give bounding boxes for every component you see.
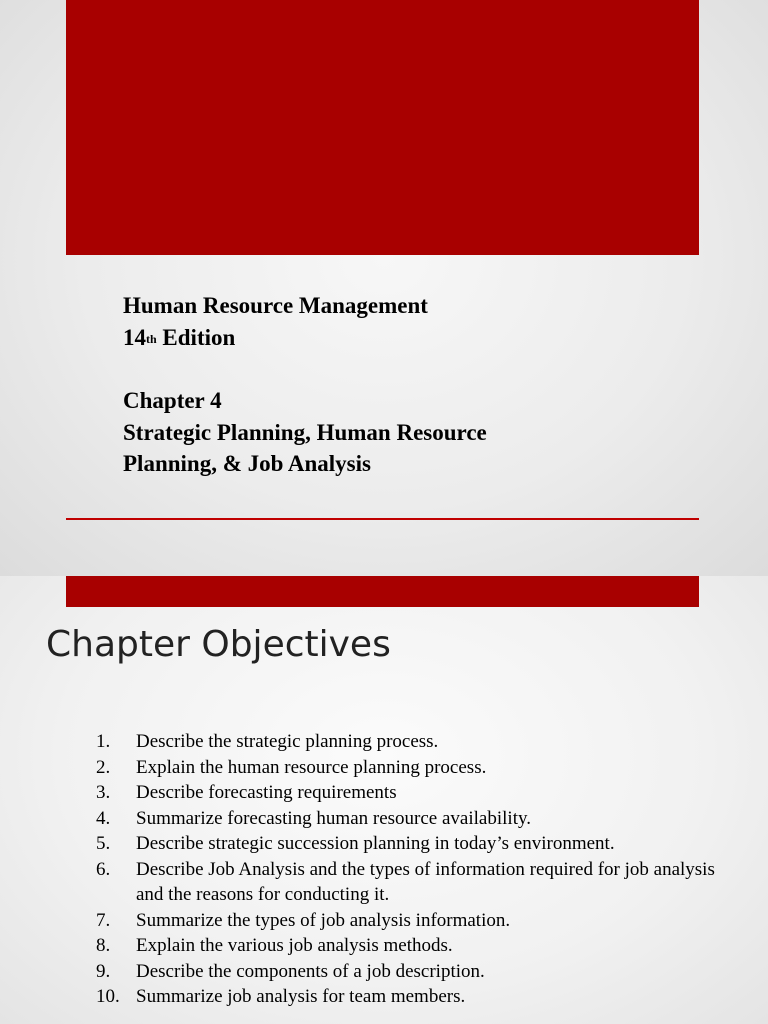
chapter-title-line2: Planning, & Job Analysis bbox=[123, 451, 371, 476]
objective-number: 5. bbox=[96, 833, 111, 854]
objective-number: 6. bbox=[96, 858, 111, 880]
red-header-block bbox=[66, 0, 699, 255]
edition-line bbox=[123, 322, 683, 354]
edition-word: Edition bbox=[156, 324, 236, 350]
chapter-title-line1: Strategic Planning, Human Resource bbox=[123, 419, 487, 445]
objectives-slide bbox=[0, 576, 768, 1024]
objective-number: 7. bbox=[96, 909, 111, 931]
objective-item bbox=[96, 933, 716, 959]
objective-text: Describe the strategic planning process. bbox=[136, 731, 439, 752]
objective-text: Describe forecasting requirements bbox=[136, 782, 397, 803]
objective-item bbox=[96, 780, 716, 806]
book-title: Human Resource Management bbox=[123, 293, 428, 318]
objective-number: 1. bbox=[96, 731, 111, 752]
objectives-list bbox=[96, 729, 716, 1010]
edition-suffix: th bbox=[146, 331, 157, 346]
objective-text: Explain the various job analysis methods. bbox=[136, 935, 453, 956]
objective-number: 8. bbox=[96, 935, 111, 956]
objective-text: Describe the components of a job description. bbox=[136, 960, 485, 982]
chapter-number: Chapter 4 bbox=[123, 388, 222, 413]
objective-item bbox=[96, 755, 716, 781]
objective-item bbox=[96, 908, 716, 934]
objective-text: Summarize forecasting human resource availability. bbox=[136, 807, 531, 829]
objective-number: 9. bbox=[96, 960, 111, 982]
objective-item bbox=[96, 831, 716, 857]
objective-item bbox=[96, 729, 716, 755]
objective-text: Summarize job analysis for team members. bbox=[136, 986, 466, 1007]
objectives-heading: Chapter Objectives bbox=[46, 624, 391, 665]
objective-number: 10. bbox=[96, 986, 120, 1007]
objective-item bbox=[96, 857, 716, 908]
objective-text: Describe strategic succession planning in today’s environment. bbox=[136, 833, 615, 854]
objective-text: Describe Job Analysis and the types of information required for job analysis and the reasons for conducting it. bbox=[136, 858, 715, 905]
objective-number: 4. bbox=[96, 807, 111, 829]
objective-text: Summarize the types of job analysis information. bbox=[136, 909, 511, 931]
objective-item bbox=[96, 806, 716, 832]
objective-number: 3. bbox=[96, 782, 111, 803]
objective-item bbox=[96, 959, 716, 985]
title-text-block bbox=[123, 290, 683, 480]
objective-text: Explain the human resource planning process. bbox=[136, 756, 487, 778]
red-divider-line bbox=[66, 518, 699, 520]
objective-item bbox=[96, 984, 716, 1010]
spacer bbox=[123, 353, 683, 385]
red-top-strip bbox=[66, 576, 699, 607]
edition-number: 14 bbox=[123, 324, 146, 350]
objective-number: 2. bbox=[96, 756, 111, 778]
